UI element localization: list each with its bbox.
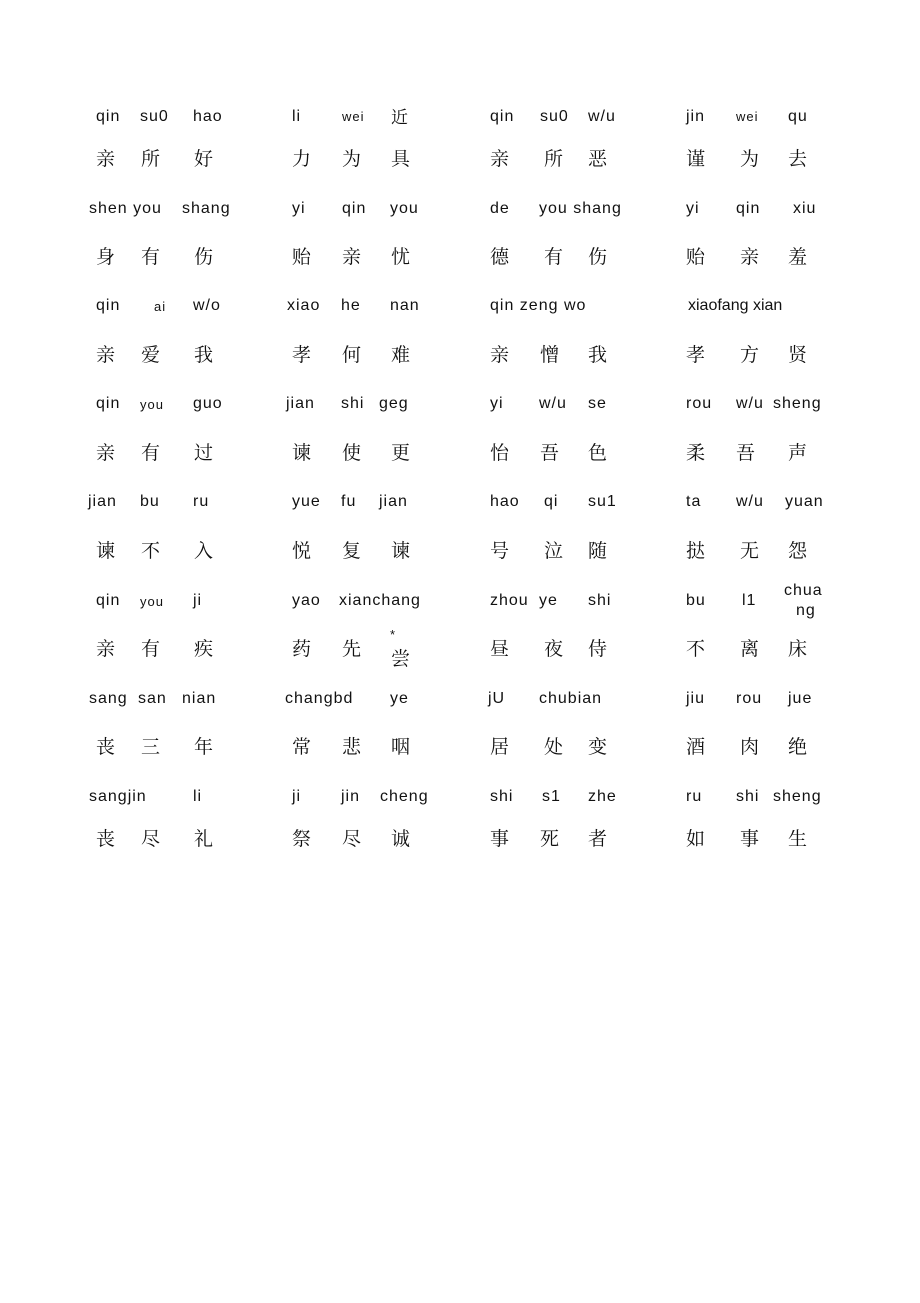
pinyin-syllable: shi xyxy=(341,395,365,412)
pinyin-syllable: ji xyxy=(292,788,302,805)
pinyin-syllable: qu xyxy=(788,108,808,125)
hanzi-character: 羞 xyxy=(788,246,808,268)
pinyin-syllable: yi xyxy=(686,200,700,217)
pinyin-syllable: w/u xyxy=(736,395,764,412)
hanzi-character: 疾 xyxy=(194,638,214,660)
hanzi-character: 有 xyxy=(141,442,161,464)
hanzi-character: 丧 xyxy=(96,736,116,758)
hanzi-character: 无 xyxy=(740,540,760,562)
hanzi-character: 侍 xyxy=(588,638,608,660)
hanzi-character: 尽 xyxy=(141,828,161,850)
hanzi-character: 贻 xyxy=(686,246,706,268)
pinyin-syllable: qin xyxy=(96,108,121,125)
hanzi-character: 爱 xyxy=(141,344,161,366)
hanzi-character: 常 xyxy=(292,736,312,758)
pinyin-syllable: s1 xyxy=(542,788,561,805)
hanzi-character: 死 xyxy=(540,828,560,850)
pinyin-syllable: yuan xyxy=(785,493,824,510)
hanzi-character: 礼 xyxy=(194,828,214,850)
hanzi-character: 亲 xyxy=(342,246,362,268)
pinyin-syllable: zhe xyxy=(588,788,617,805)
hanzi-character: 使 xyxy=(342,442,362,464)
hanzi-character: 有 xyxy=(141,638,161,660)
pinyin-syllable: su1 xyxy=(588,493,617,510)
pinyin-syllable: changbd xyxy=(285,690,354,707)
pinyin-syllable: yi xyxy=(490,395,504,412)
hanzi-character: 酒 xyxy=(686,736,706,758)
hanzi-character: 色 xyxy=(588,442,608,464)
pinyin-syllable: ng xyxy=(796,602,816,619)
hanzi-character: 我 xyxy=(194,344,214,366)
pinyin-syllable: qi xyxy=(544,493,559,510)
pinyin-syllable: yue xyxy=(292,493,321,510)
hanzi-character: 伤 xyxy=(588,246,608,268)
hanzi-character: 丧 xyxy=(96,828,116,850)
hanzi-character: 复 xyxy=(342,540,362,562)
hanzi-character: 尽 xyxy=(342,828,362,850)
hanzi-character: 诚 xyxy=(391,828,411,850)
pinyin-syllable: qin xyxy=(96,592,121,609)
pinyin-syllable: ru xyxy=(193,493,210,510)
hanzi-character: 泣 xyxy=(544,540,564,562)
pinyin-syllable: l1 xyxy=(742,592,757,609)
hanzi-character: 方 xyxy=(740,344,760,366)
pinyin-syllable: de xyxy=(490,200,510,217)
hanzi-character: 亲 xyxy=(96,148,116,170)
hanzi-character: 贻 xyxy=(292,246,312,268)
hanzi-character: 具 xyxy=(391,148,411,170)
pinyin-syllable: you shang xyxy=(539,200,622,217)
hanzi-character: 贤 xyxy=(788,344,808,366)
hanzi-character: 药 xyxy=(292,638,312,660)
hanzi-character: 所 xyxy=(544,148,564,170)
pinyin-syllable: su0 xyxy=(140,108,169,125)
hanzi-character: 柔 xyxy=(686,442,706,464)
pinyin-syllable: ta xyxy=(686,493,702,510)
hanzi-character: 亲 xyxy=(96,344,116,366)
pinyin-syllable: jian xyxy=(286,395,315,412)
pinyin-syllable: geg xyxy=(379,395,409,412)
hanzi-character: 随 xyxy=(588,540,608,562)
pinyin-syllable: san xyxy=(138,690,167,707)
hanzi-character: 不 xyxy=(141,540,161,562)
pinyin-syllable: qin zeng wo xyxy=(490,297,587,314)
hanzi-character: 怡 xyxy=(490,442,510,464)
hanzi-character: 谏 xyxy=(292,442,312,464)
pinyin-syllable: nian xyxy=(182,690,217,707)
pinyin-syllable: jian xyxy=(379,493,408,510)
pinyin-syllable: li xyxy=(292,108,302,125)
hanzi-character: 离 xyxy=(740,638,760,660)
pinyin-syllable: yao xyxy=(292,592,321,609)
hanzi-character: 过 xyxy=(194,442,214,464)
pinyin-syllable: xiu xyxy=(793,200,817,217)
pinyin-syllable: jian xyxy=(88,493,117,510)
hanzi-character: 忧 xyxy=(391,246,411,268)
pinyin-syllable: ji xyxy=(193,592,203,609)
hanzi-character: 事 xyxy=(490,828,510,850)
pinyin-syllable: ye xyxy=(539,592,558,609)
pinyin-syllable: jiu xyxy=(686,690,706,707)
hanzi-character: 祭 xyxy=(292,828,312,850)
pinyin-syllable: bu xyxy=(686,592,706,609)
pinyin-syllable: yi xyxy=(292,200,306,217)
pinyin-syllable: you xyxy=(140,397,164,412)
hanzi-character: 谨 xyxy=(686,148,706,170)
pinyin-syllable: he xyxy=(341,297,361,314)
pinyin-syllable: jue xyxy=(788,690,813,707)
hanzi-character: 孝 xyxy=(292,344,312,366)
pinyin-syllable: sheng xyxy=(773,395,822,412)
hanzi-character: 声 xyxy=(788,442,808,464)
hanzi-character: 昼 xyxy=(490,638,510,660)
pinyin-syllable: jin xyxy=(341,788,361,805)
hanzi-character: 德 xyxy=(490,246,510,268)
pinyin-syllable: ai xyxy=(154,299,167,314)
pinyin-syllable: qin xyxy=(736,200,761,217)
pinyin-syllable: su0 xyxy=(540,108,569,125)
hanzi-character: 亲 xyxy=(96,442,116,464)
pinyin-syllable: shi xyxy=(588,592,612,609)
hanzi-character: 伤 xyxy=(194,246,214,268)
hanzi-character: 吾 xyxy=(736,442,756,464)
asterisk-mark: * xyxy=(390,627,397,642)
hanzi-character: 咽 xyxy=(391,736,411,758)
hanzi-character: 身 xyxy=(96,246,116,268)
hanzi-character: 有 xyxy=(544,246,564,268)
pinyin-syllable: ru xyxy=(686,788,703,805)
pinyin-syllable: fu xyxy=(341,493,357,510)
hanzi-character: 居 xyxy=(490,736,510,758)
pinyin-syllable: li xyxy=(193,788,203,805)
hanzi-character: 何 xyxy=(342,344,362,366)
hanzi-character: 难 xyxy=(391,344,411,366)
pinyin-syllable: shi xyxy=(490,788,514,805)
hanzi-character: 谏 xyxy=(391,540,411,562)
pinyin-syllable: qin xyxy=(96,395,121,412)
hanzi-character: 憎 xyxy=(540,344,560,366)
hanzi-character: 为 xyxy=(740,148,760,170)
pinyin-syllable: bu xyxy=(140,493,160,510)
hanzi-character: 入 xyxy=(194,540,214,562)
pinyin-syllable: wei xyxy=(342,109,365,124)
hanzi-character: 去 xyxy=(788,148,808,170)
hanzi-character: 好 xyxy=(194,148,214,170)
pinyin-syllable: w/u xyxy=(539,395,567,412)
pinyin-syllable: qin xyxy=(342,200,367,217)
hanzi-character: 尝 xyxy=(391,648,411,670)
hanzi-character: 变 xyxy=(588,736,608,758)
pinyin-syllable: shen you xyxy=(89,200,162,217)
pinyin-syllable: w/o xyxy=(193,297,221,314)
pinyin-syllable: xiao xyxy=(287,297,321,314)
pinyin-syllable: qin xyxy=(490,108,515,125)
pinyin-syllable: wei xyxy=(736,109,759,124)
pinyin-syllable: xiaofang xian xyxy=(688,297,783,314)
pinyin-syllable: qin xyxy=(96,297,121,314)
hanzi-character: 挞 xyxy=(686,540,706,562)
pinyin-syllable: w/u xyxy=(736,493,764,510)
hanzi-character: 亲 xyxy=(490,344,510,366)
hanzi-character: 生 xyxy=(788,828,808,850)
hanzi-character: 恶 xyxy=(588,148,608,170)
pinyin-syllable: shi xyxy=(736,788,760,805)
pinyin-syllable: 近 xyxy=(391,108,408,128)
hanzi-character: 更 xyxy=(391,442,411,464)
hanzi-character: 夜 xyxy=(544,638,564,660)
pinyin-syllable: nan xyxy=(390,297,420,314)
hanzi-character: 为 xyxy=(342,148,362,170)
hanzi-character: 所 xyxy=(141,148,161,170)
hanzi-character: 者 xyxy=(588,828,608,850)
hanzi-character: 吾 xyxy=(540,442,560,464)
pinyin-syllable: guo xyxy=(193,395,223,412)
hanzi-character: 三 xyxy=(141,736,161,758)
pinyin-syllable: hao xyxy=(193,108,223,125)
pinyin-syllable: shang xyxy=(182,200,231,217)
pinyin-syllable: you xyxy=(390,200,419,217)
pinyin-syllable: jU xyxy=(488,690,506,707)
hanzi-character: 不 xyxy=(686,638,706,660)
hanzi-character: 谏 xyxy=(96,540,116,562)
hanzi-character: 有 xyxy=(141,246,161,268)
pinyin-syllable: se xyxy=(588,395,607,412)
pinyin-syllable: chua xyxy=(784,582,823,599)
hanzi-character: 事 xyxy=(740,828,760,850)
pinyin-syllable: jin xyxy=(686,108,706,125)
pinyin-syllable: rou xyxy=(736,690,763,707)
hanzi-character: 如 xyxy=(686,828,706,850)
pinyin-syllable: hao xyxy=(490,493,520,510)
hanzi-character: 年 xyxy=(194,736,214,758)
hanzi-character: 处 xyxy=(544,736,564,758)
pinyin-syllable: cheng xyxy=(380,788,429,805)
hanzi-character: 亲 xyxy=(740,246,760,268)
hanzi-character: 我 xyxy=(588,344,608,366)
hanzi-character: 肉 xyxy=(740,736,760,758)
hanzi-character: 悦 xyxy=(292,540,312,562)
hanzi-character: 怨 xyxy=(788,540,808,562)
hanzi-character: 亲 xyxy=(490,148,510,170)
pinyin-syllable: ye xyxy=(390,690,409,707)
pinyin-syllable: you xyxy=(140,594,164,609)
pinyin-syllable: sheng xyxy=(773,788,822,805)
hanzi-character: 床 xyxy=(788,638,808,660)
pinyin-syllable: chubian xyxy=(539,690,603,707)
pinyin-syllable: sang xyxy=(89,690,128,707)
pinyin-syllable: sangjin xyxy=(89,788,147,805)
hanzi-character: 先 xyxy=(342,638,362,660)
hanzi-character: 亲 xyxy=(96,638,116,660)
pinyin-syllable: w/u xyxy=(588,108,616,125)
pinyin-syllable: xianchang xyxy=(339,592,421,609)
pinyin-syllable: zhou xyxy=(490,592,529,609)
hanzi-character: 悲 xyxy=(342,736,362,758)
hanzi-character: 绝 xyxy=(788,736,808,758)
hanzi-character: 号 xyxy=(490,540,510,562)
hanzi-character: 力 xyxy=(292,148,312,170)
pinyin-syllable: rou xyxy=(686,395,713,412)
hanzi-character: 孝 xyxy=(686,344,706,366)
